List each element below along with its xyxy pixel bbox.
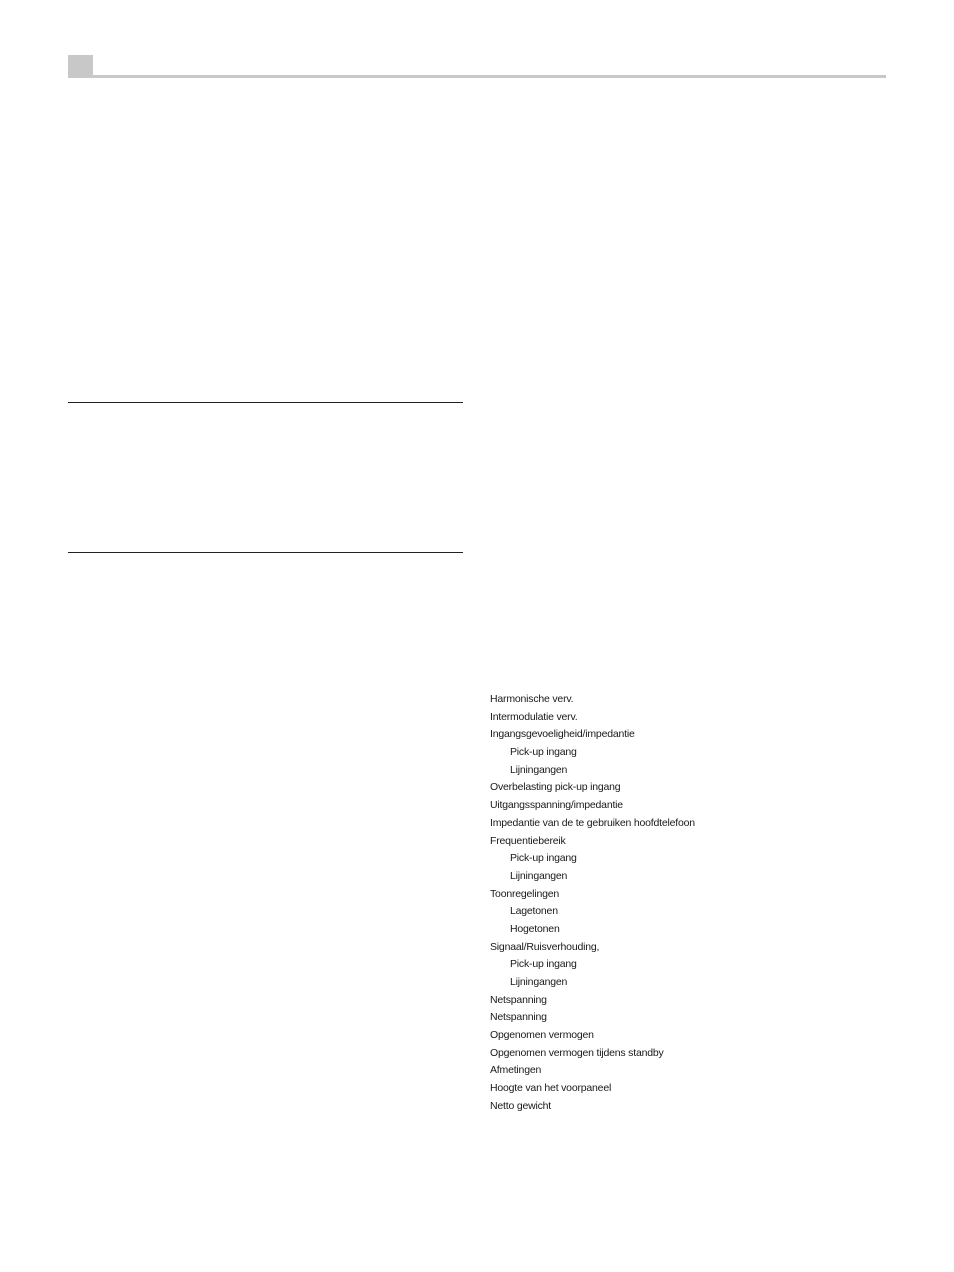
spec-label: Toonregelingen (490, 887, 560, 900)
spec-label: Frequentiebereik (490, 834, 566, 847)
spec-sublabel: Lijningangen (510, 763, 568, 776)
spec-sublabel: Pick-up ingang (510, 746, 577, 759)
spec-label: Netto gewicht (490, 1099, 552, 1112)
header-marker (68, 55, 93, 78)
section-divider-bottom (68, 552, 463, 553)
spec-label: Afmetingen (490, 1064, 542, 1077)
spec-label: Ingangsgevoeligheid/impedantie (490, 728, 635, 741)
spec-label: Intermodulatie verv. (490, 710, 578, 723)
spec-sublabel: Pick-up ingang (510, 852, 577, 865)
spec-label: Opgenomen vermogen (490, 1029, 594, 1042)
spec-label: Signaal/Ruisverhouding, (490, 940, 600, 953)
spec-sublabel: Lijningangen (510, 976, 568, 988)
spec-sublabel: Lijningangen (510, 869, 568, 882)
spec-label: Hoogte van het voorpaneel (490, 1082, 612, 1095)
spec-label: Netspanning (490, 1011, 547, 1024)
section-divider-top (68, 402, 463, 403)
spec-sublabel: Pick-up ingang (510, 958, 577, 971)
spec-label: Opgenomen vermogen tijdens standby (490, 1046, 664, 1059)
specifications-list (490, 691, 695, 1116)
spec-sublabel: Hogetonen (510, 922, 560, 935)
spec-label: Harmonische verv. (490, 693, 574, 705)
spec-label: Netspanning (490, 993, 547, 1006)
spec-label: Uitgangsspanning/impedantie (490, 799, 623, 812)
spec-label: Impedantie van de te gebruiken hoofdtelefoon (490, 816, 695, 829)
header-rule (93, 75, 886, 78)
spec-sublabel: Lagetonen (510, 905, 558, 918)
spec-label: Overbelasting pick-up ingang (490, 781, 621, 794)
